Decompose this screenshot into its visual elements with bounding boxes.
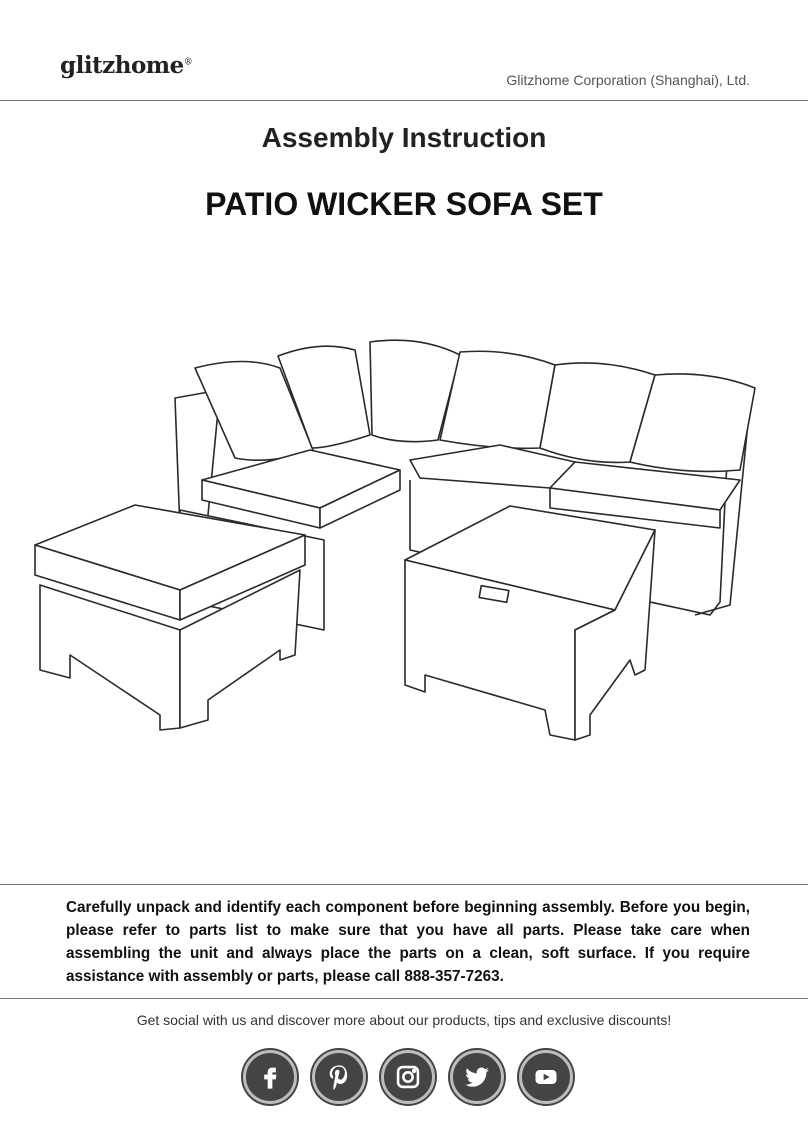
notice-bottom-divider [0, 998, 808, 999]
brand-logo [60, 52, 192, 79]
document-title: PATIO WICKER SOFA SET [205, 186, 603, 222]
instagram-icon[interactable] [381, 1050, 435, 1104]
youtube-icon[interactable] [519, 1050, 573, 1104]
sofa-set-illustration [30, 330, 770, 750]
logo-text: glitzhome [60, 52, 184, 79]
facebook-icon[interactable] [243, 1050, 297, 1104]
document-subtitle: Assembly Instruction [261, 122, 547, 153]
company-name: Glitzhome Corporation (Shanghai), Ltd. [506, 72, 750, 88]
social-links [243, 1043, 573, 1113]
twitter-icon[interactable] [450, 1050, 504, 1104]
registered-mark: ® [183, 57, 193, 68]
assembly-notice: Carefully unpack and identify each component before beginning assembly. Before you begin, please refer to parts list to make sure that you have all parts. Please take care when assembling the unit and always place the parts on a clean, soft surface. If you require assistance with assembly or parts, please call 888-357-7263. [66, 899, 750, 985]
header-divider [0, 100, 808, 101]
back-cushion-4 [440, 351, 555, 448]
social-tagline: Get social with us and discover more about our products, tips and exclusive discounts! [136, 1012, 672, 1028]
pinterest-icon[interactable] [312, 1050, 366, 1104]
notice-top-divider [0, 884, 808, 885]
